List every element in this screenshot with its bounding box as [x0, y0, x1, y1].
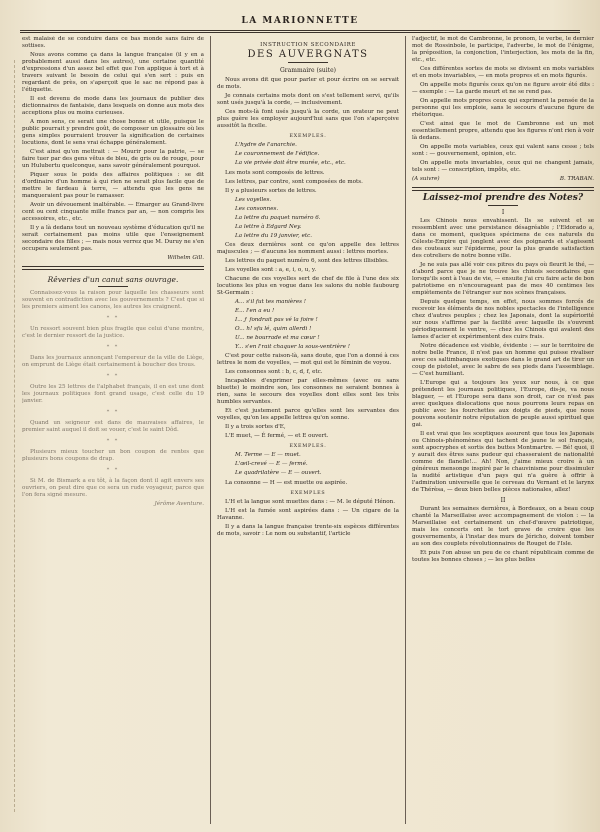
paragraph: Il y a plusieurs sortes de lettres.	[225, 188, 317, 194]
star-separator: * *	[106, 315, 120, 321]
vowel-line: O... h! sfu lé, quim allerdi !	[235, 326, 312, 332]
masthead: LA MARIONNETTE	[241, 16, 359, 26]
star-separator: * *	[106, 409, 120, 415]
reverie-item: Dans les journaux annonçant l'empereur de la ville de Liège, on emprunt de Liège était certainement à boucher des trous.	[22, 355, 204, 368]
paragraph: C'est pour cette raison-là, sans doute, que l'on a donné à ces lettres le nom de voyelles, — mot qui est le féminin de voyou.	[217, 353, 399, 366]
binding-edge	[4, 60, 15, 812]
to-be-continued: (A suivre)	[412, 176, 440, 182]
vowel-line: A... s'il fut tes manières !	[235, 299, 307, 305]
letter-kind: La lettre du 19 janvier, etc.	[235, 233, 313, 239]
article-subtitle: Grammaire (suite)	[280, 67, 336, 74]
paragraph: Ces deux dernières sont ce qu'on appelle des lettres majuscules ; — d'aucuns les nomment aussi : lettres mortes.	[217, 242, 399, 255]
reverie-item: Si M. de Bismark a eu tôt, à la façon dont il agit envers ses ouvriers, on peut dire que ce sera un rude voyageur, parce que l'on fera signé mesure.	[22, 478, 204, 498]
paragraph: Les lettres, par contre, sont composées de mots.	[225, 179, 363, 185]
paragraph: Les voyelles sont : a, e, i, o, u, y.	[225, 267, 317, 273]
paragraph: Il y a là dedans tout un nouveau système d'éducation qu'il ne serait certainement pas moins utile que l'enseignement secondaire des filles ; — mais nous verrez que M. Duruy ne s'en occupera seulement pas.	[22, 225, 204, 252]
paragraph: C'est ainsi que le mot de Cambronne est un mot essentiellement propre, attendu que les figures n'ont rien à voir là dedans.	[412, 121, 594, 141]
reverie-item: Un ressort souvent bien plus fragile que celui d'une montre, c'est le dernier ressort de la justice.	[22, 326, 204, 339]
title-rule	[288, 62, 328, 63]
paragraph: est malaisé de se conduire dans ce bas monde sans faire de sottises.	[22, 36, 204, 49]
star-separator: * *	[106, 344, 120, 350]
section-divider	[22, 266, 204, 270]
paragraph: Chacune de ces voyelles sert de chef de file à l'une des six locutions les plus en vogue dans les salons du noble faubourg St-Germain :	[217, 276, 399, 296]
letter-kind: Les voyelles.	[235, 197, 272, 203]
column-2	[217, 36, 399, 824]
paragraph: Les consonnes sont : b, c, d, f, etc.	[225, 369, 323, 375]
story-title-rule	[488, 205, 518, 206]
letter-kind: Les consonnes.	[235, 206, 279, 212]
examples-label: EXEMPLES	[290, 491, 326, 496]
example-line: L'H est la fumée sont aspirées dans : — Un cigare de la Havanne.	[217, 508, 399, 521]
column-3	[412, 36, 594, 824]
paragraph: On appelle mots invariables, ceux qui ne changent jamais, tels sont : — conscription, impôts, etc.	[412, 160, 594, 173]
column-1	[22, 36, 204, 824]
paragraph: Incapables d'exprimer par elles-mêmes (avec ou sans bluette) le moindre son, les consonnes ne seraient bonnes à rien, sans le secours des voyelles dont elles sont les très humbles servantes.	[217, 378, 399, 405]
vowel-line: Y... s'en l'rait chaquer la sous-ventrière !	[235, 344, 350, 350]
story-title: Laissez-moi prendre des Notes?	[422, 193, 584, 203]
reverie-item: Connaissez-vous la raison pour laquelle les chasseurs sont souvent en contradiction avec les gouvernements ? C'est que si les premiers aiment les canons, les autres les craignent.	[22, 290, 204, 310]
paragraph: Avoir un dévouement inaltérable. — Emarger au Grand-livre cent ou cent cinquante mille francs par an, — non compris les accessoires, etc., etc.	[22, 202, 204, 222]
reverie-item: Quand un seigneur est dans de mauvaises affaires, le premier saint auquel il doit se vouer, c'est le saint Dôd.	[22, 420, 204, 433]
star-separator: * *	[106, 373, 120, 379]
article-kicker: INSTRUCTION SECONDAIRE	[260, 42, 356, 48]
vowel-line: U... ne bourrade et ma cœur !	[235, 335, 320, 341]
paragraph: Durant les semaines dernières, à Bordeaux, on a beau coup chanté la Marseillaise avec accompagnement de violon : — la Marseillaise est certainement un chef-d'œuvre patriotique, mais les concerts ont le tort grave de croire que les gouvernements, à l'instar des murs de Jéricho, doivent tomber au son des couplets révolutionnaires de Rouget de l'Isle.	[412, 506, 594, 547]
example-line: Le couronnement de l'édifice.	[235, 151, 320, 157]
paragraph: Piquer sous le poids des affaires politiques : se dit d'ordinaire d'un homme à qui rien ne serait plus facile que de mettre le fardeau à terre, — attendu que les gens ne manqueraient pas pour le ramasser.	[22, 172, 204, 199]
paragraph: l'adjectif, le mot de Cambronne, le pronom, le verbe, le dernier mot de Rossinbole, le participe, l'adverbe, le mot de l'énigme, la préposition, la conjonction, l'interjection, les mots de la fin, etc., etc.	[412, 36, 594, 63]
star-separator: * *	[106, 467, 120, 473]
paragraph: Nous avons dit que pour parler et pour écrire on se servait de mots.	[217, 77, 399, 90]
paragraph: Notre décadence est visible, évidente : — sur le territoire de notre belle France, il n'est pas un homme qui puisse rivaliser avec ces saltimbanques exotiques dans le grand art de tirer un coup de pistolet, avec le sabre de ses pieds dans l'assemblage. — C'est humiliant.	[412, 343, 594, 377]
example-line: L'œil-crevé — E — fermé.	[235, 461, 308, 467]
paragraph: C'est ainsi qu'on mettrait : — Mourir pour la patrie, — se faire tuer par des gens vêtus de bleu, de gris ou de rouge, pour un Hulubertu quelconque, sans savoir généralement pourquoi.	[22, 149, 204, 169]
example-line: L'H et la langue sont muettes dans : — M. le député Hénon.	[225, 499, 395, 505]
signature: Wilhelm Gill.	[167, 255, 204, 261]
paragraph: On appelle mots variables, ceux qui valent sans cesse ; tels sont : — gouvernement, opinion, etc.	[412, 144, 594, 157]
example-line: L'hydre de l'anarchie.	[235, 142, 297, 148]
paragraph: Je connais certains mots dont on s'est tellement servi, qu'ils sont usés jusqu'à la corde, — inclusivement.	[217, 93, 399, 106]
paragraph: Je ne suis pas allé voir ces pitres du pays où fleurit le thé, — d'abord parce que je ne trouve les chinois secondaires que lorsqu'ils sont à l'eau de vie, — ensuite j'ai cru faire acte de bon patriotisme en n'encourageant pas de mes 40 centimes les empiètements de l'étranger sur nos scènes françaises.	[412, 262, 594, 296]
masthead-rule-bottom	[20, 32, 580, 33]
vowel-line: E... l'en a eu !	[235, 308, 275, 314]
paragraph: La consonne — H — est muette ou aspirée.	[225, 480, 348, 486]
paragraph: Les mots sont composés de lettres.	[225, 170, 325, 176]
paragraph: Ces différentes sortes de mots se divisent en mots variables et en mots invariables, — en mots propres et en mots figurés.	[412, 66, 594, 79]
examples-label: EXEMPLES.	[289, 134, 327, 139]
paragraph: L'Europe qui a toujours les yeux sur nous, à ce que prétendent les journaux politiques, l'Europe, dis-je, va nous blaguer, — et l'Europe sera dans son droit, car ce n'est pas avec quelques dislocations que nous pourrons leurs repas en public avec les fourchettes aux doigts de pieds, que nous pouvons soutenir notre réputation de peuple aussi spirituel que gai.	[412, 380, 594, 428]
paragraph: Les lettres du paquet numéro 6, sont des lettres illisibles.	[225, 258, 389, 264]
column-divider	[210, 36, 211, 824]
part-number: II	[500, 497, 506, 504]
letter-kind: La lettre à Edgard Ney.	[235, 224, 302, 230]
article-title: DES AUVERGNATS	[247, 49, 369, 60]
article-footer	[412, 176, 594, 183]
paragraph: L'E muet, — É fermé, — et E ouvert.	[225, 433, 329, 439]
section-divider	[412, 187, 594, 191]
author: B. TRABAN.	[559, 176, 594, 182]
paragraph: Il y a trois sortes d'E,	[225, 424, 286, 430]
paragraph: Nous avons comme ça dans la langue française (il y en a probablement aussi dans les autres), une certaine quantité d'expressions d'un assez bel effet que l'on applique à tort et à travers suivant le besoin de celui qui s'en sert : puis en regardant de près, on s'aperçoit que le sac ne répond pas à l'étiquette.	[22, 52, 204, 93]
paragraph: Et puis l'on abuse un peu de ce chant républicain comme de toutes les bonnes choses ; — les plus belles	[412, 550, 594, 563]
vowel-line: I... j' fondrait pas vé la foire !	[235, 317, 318, 323]
reveries-block	[22, 290, 204, 508]
example-line: M. Terme — E — muet.	[235, 452, 301, 458]
star-separator: * *	[106, 438, 120, 444]
paragraph: Ces mots-là font usés jusqu'à la corde, un orateur ne peut plus guère les employer aujourd'hui sans que l'on s'aperçoive aussitôt la ficelle.	[217, 109, 399, 129]
section-title: Rêveries d'un canut sans ouvrage.	[47, 275, 179, 284]
example-line: Le quadrilatère — E — ouvert.	[235, 470, 322, 476]
paragraph: Et c'est justement parce qu'elles sont les servantes des voyelles, qu'on les appelle lettres qu'on sonne.	[217, 408, 399, 421]
paragraph: Depuis quelque temps, en effet, nous sommes forcés de recevoir les éléments de nos nobles spectacles de l'intelligence chez d'autres peuples ; chez les Japonais, dont la supériorité sur nous s'affirme par la facilité avec laquelle ils s'ouvrent périodiquement le ventre, — chez les Chinois qui avalent des lames d'acier et expérimentent des cuirs frais.	[412, 299, 594, 340]
part-number: I	[501, 209, 505, 216]
paragraph: A mon sens, ce serait une chose bonne et utile, puisque le public pourrait y prendre goût, de composer un glossaire où les gens simples pourraient trouver la signification de certaines locutions, dont le sens vrai échappe généralement.	[22, 119, 204, 146]
reverie-item: Plusieurs mieux toucher un bon coupon de rentes que plusieurs bons coupons de drap.	[22, 449, 204, 462]
paragraph: On appelle mots propres ceux qui expriment la pensée de la personne qui les emploie, sans le secours d'aucune figure de rhétorique.	[412, 98, 594, 118]
example-line: La vie privée doit être murée, etc., etc.	[235, 160, 346, 166]
column-divider	[405, 36, 406, 824]
letter-kind: La lettre du paquet numéro 6.	[235, 215, 321, 221]
section-title-rule	[98, 286, 128, 287]
columns	[22, 36, 594, 824]
paragraph: Il est devenu de mode dans les journaux de publier des dictionnaires de fantaisie, dans lesquels on donne aux mots des acceptions plus ou moins curieuses.	[22, 96, 204, 116]
paragraph: On appelle mots figurés ceux qu'on ne figure avoir été dits : — exemple : — La garde meurt et ne se rend pas.	[412, 82, 594, 95]
paragraph: Il est vrai que les sceptiques assurent que tous les Japonais ou Chinois-phénomènes qui tachent de jaune le sol français, sont apocryphes et sortis des buttes Montmartre. — Bé! quoi, il y aurait des êtres sans pudeur qui chasseraient de nationalité comme de flanelle!... Ah! Non, j'aime mieux croire à un généreux mensonge inspiré par le chauvinisme pour dissimuler la nudité artistique d'un pays qui n'a guère à offrir à l'admiration universelle que le cerveau du Vernant et le larynx de Thérèsa, — deux bien belles pièces nationales, allez!	[412, 431, 594, 493]
reverie-item: Outre les 25 lettres de l'alphabet français, il en est une dont les journaux politiques font grand usage, c'est celle du 19 janvier.	[22, 384, 204, 404]
paragraph: Il y a dans la langue française trente-six espèces différentes de mots, savoir : Le nom ou substantif, l'article	[217, 524, 399, 537]
examples-label: EXEMPLES.	[289, 444, 327, 449]
masthead-rule-top	[20, 30, 580, 31]
reveries-signature: Jérôme Aventure.	[154, 501, 204, 507]
paragraph: Les Chinois nous envahissent. Ils se suivent et se ressemblent avec une persistance désagréable ; l'Eldorado a, dans ce moment, quelques spécimens de ces naturels du Céleste-Empire qui jonglent avec des poignards et s'agissent des couteaux sur l'épiderme, pour la plus grande satisfaction des cotreliers de notre bonne ville.	[412, 218, 594, 259]
